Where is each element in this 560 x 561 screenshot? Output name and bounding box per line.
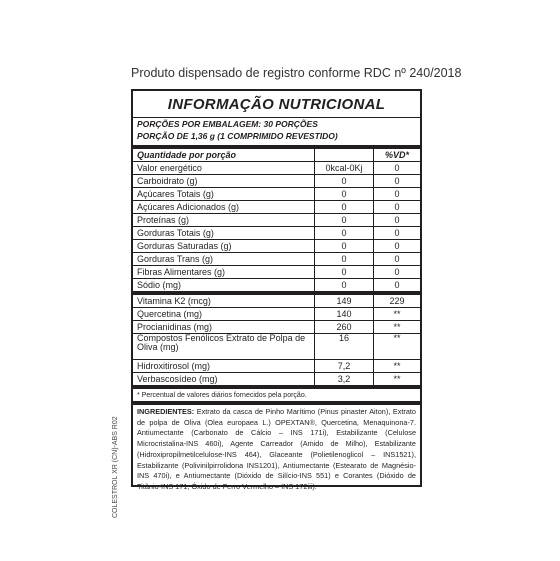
servings-per-package: PORÇÕES POR EMBALAGEM: 30 PORÇÕES — [137, 119, 318, 129]
nutrient-quantity: 7,2 — [314, 360, 374, 372]
nutrient-quantity: 140 — [314, 308, 374, 320]
table-header — [133, 149, 420, 162]
nutrient-vd: ** — [393, 333, 401, 343]
nutrient-quantity: 0 — [314, 279, 374, 291]
nutrient-name: Verbascosídeo (mg) — [137, 373, 218, 384]
nutrient-quantity: 16 — [314, 334, 374, 359]
nutrient-vd: ** — [393, 373, 401, 384]
table-row — [133, 175, 420, 188]
nutrient-vd: 0 — [394, 253, 400, 264]
nutrient-quantity: 0 — [314, 227, 374, 239]
nutrient-name: Açúcares Totais (g) — [137, 188, 214, 199]
nutrient-vd: 0 — [394, 175, 400, 186]
nutrient-vd: 0 — [394, 227, 400, 238]
nutrient-name: Valor energético — [137, 162, 202, 173]
table-row — [133, 360, 420, 373]
nutrition-label — [131, 89, 422, 491]
col-quantity-header: Quantidade por porção — [137, 149, 237, 160]
nutrient-quantity: 0 — [314, 201, 374, 213]
main-nutrient-rows — [133, 162, 420, 295]
nutrient-name: Quercetina (mg) — [137, 308, 203, 319]
nutrient-quantity: 0 — [314, 266, 374, 278]
ingredients-label: INGREDIENTES: — [137, 407, 195, 416]
nutrient-quantity: 0 — [314, 240, 374, 252]
nutrient-quantity: 0kcal-0Kj — [314, 162, 374, 174]
nutrient-name: Carboidrato (g) — [137, 175, 198, 186]
table-row — [133, 253, 420, 266]
ingredients — [133, 405, 420, 495]
label-title: INFORMAÇÃO NUTRICIONAL — [133, 91, 420, 118]
nutrient-vd: 0 — [394, 266, 400, 277]
table-row — [133, 295, 420, 308]
nutrient-vd: 0 — [394, 201, 400, 212]
table-row — [133, 279, 420, 295]
ingredients-text: Extrato da casca de Pinho Marítimo (Pinus pinaster Aiton), Extrato de polpa de Oliva (Olea europaea L.) OPEXTAN®, Quercetina, Menaquinona-7. Antiumectante (Carbonato de Cálcio – INS 171i), Estabilizante (Celulose Microcristalina-INS 460i), Agente Carreador (Amido de Milho), Estabilizante (Hidroxipropilmetilcelulose-INS 464), Glaceante (Polietilenoglicol – INS1521), Estabilizante (Polivinilpirrolidona INS1201), Antiumectante (Estearato de Magnésio-INS 470i), e Antiumectante (Dióxido de Silício-INS 551) e Corantes (Dióxido de Titânio-INS 171, Óxido de Ferro Vermelho – INS 172iii). — [137, 407, 416, 491]
nutrient-name: Proteínas (g) — [137, 214, 190, 225]
nutrient-vd: ** — [393, 360, 401, 371]
serving-size: PORÇÃO DE 1,36 g (1 COMPRIMIDO REVESTIDO) — [137, 130, 338, 141]
nutrient-name: Compostos Fenólicos Extrato de Polpa de Oliva (mg) — [137, 333, 306, 352]
nutrient-name: Gorduras Saturadas (g) — [137, 240, 232, 251]
col-vd-header: %VD* — [384, 149, 409, 160]
table-row — [133, 227, 420, 240]
table-row — [133, 266, 420, 279]
nutrient-vd: 0 — [394, 240, 400, 251]
table-row — [133, 188, 420, 201]
table-row — [133, 334, 420, 360]
table-row — [133, 308, 420, 321]
nutrient-quantity: 0 — [314, 214, 374, 226]
nutrient-name: Gorduras Totais (g) — [137, 227, 214, 238]
table-row — [133, 214, 420, 227]
nutrient-quantity: 3,2 — [314, 373, 374, 385]
nutrient-vd: ** — [393, 321, 401, 332]
nutrient-vd: 0 — [394, 188, 400, 199]
nutrient-name: Sódio (mg) — [137, 279, 182, 290]
nutrient-vd: ** — [393, 308, 401, 319]
serving-info — [133, 118, 420, 149]
nutrient-vd: 0 — [394, 162, 400, 173]
nutrient-quantity: 260 — [314, 321, 374, 333]
nutrient-vd: 229 — [389, 295, 405, 306]
side-code: COLESTROL XR (CN)-ABS R02 — [112, 416, 119, 518]
nutrient-quantity: 0 — [314, 175, 374, 187]
nutrient-name: Açúcares Adicionados (g) — [137, 201, 240, 212]
nutrient-quantity: 0 — [314, 253, 374, 265]
table-row — [133, 201, 420, 214]
extra-nutrient-rows — [133, 295, 420, 389]
nutrient-quantity: 0 — [314, 188, 374, 200]
nutrient-name: Hidroxitirosol (mg) — [137, 360, 211, 371]
nutrient-vd: 0 — [394, 214, 400, 225]
nutrient-name: Vitamina K2 (mcg) — [137, 295, 211, 306]
nutrient-vd: 0 — [394, 279, 400, 290]
table-row — [133, 162, 420, 175]
nutrient-name: Procianidinas (mg) — [137, 321, 213, 332]
nutrient-quantity: 149 — [314, 295, 374, 307]
nutrient-name: Gorduras Trans (g) — [137, 253, 214, 264]
footnote: * Percentual de valores diários fornecidos pela porção. — [133, 389, 420, 405]
table-row — [133, 373, 420, 389]
nutrient-name: Fibras Alimentares (g) — [137, 266, 226, 277]
regulatory-note: Produto dispensado de registro conforme RDC nº 240/2018 — [131, 66, 462, 80]
table-row — [133, 240, 420, 253]
